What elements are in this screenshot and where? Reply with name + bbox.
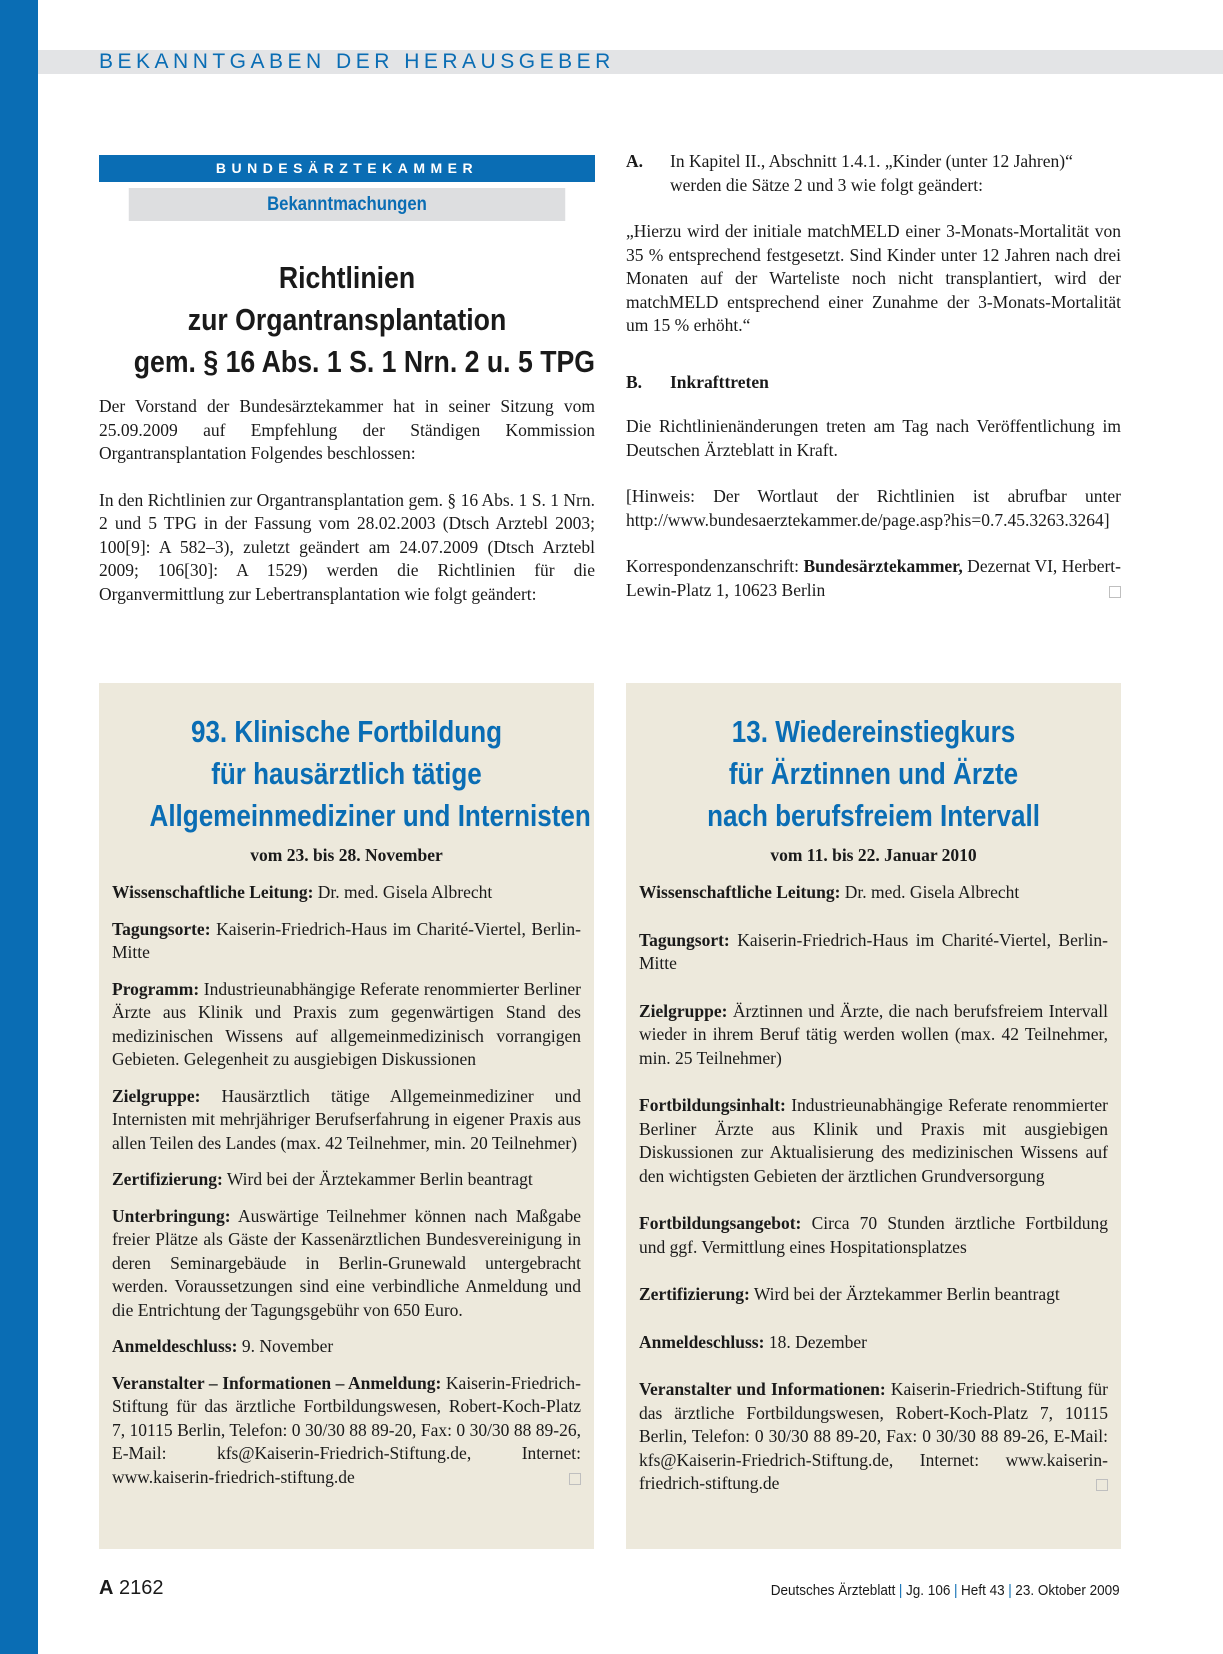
unterbringung-label: Unterbringung: (112, 1205, 231, 1226)
end-mark-icon (1096, 1479, 1108, 1491)
veranstalter (639, 1378, 1108, 1496)
zielgruppe-value: Hausärztlich tätige Allgemeinmediziner und Internisten mit mehrjähriger Berufserfahrung in eigener Praxis aus allen Teilen des Landes (max. 42 Teilnehmer, min. 20 Teilnehmer) (112, 1085, 581, 1153)
unterbringung-value: Auswärtige Teilnehmer können nach Maßgabe freier Plätze als Gäste der Kassenärztlichen Bundesvereinigung in deren Seminargebäude in Berlin-Grunewald untergebracht werden. Voraussetzungen sind eine verbindliche Anmeldung und die Entrichtung der Tagungsgebühr von 650 Euro. (112, 1205, 581, 1320)
tagungsorte-label: Tagungsorte: (112, 918, 211, 939)
footer-separator: | (954, 1582, 958, 1599)
fortbildungsangebot (639, 1212, 1108, 1259)
fortbildungsangebot-label: Fortbildungsangebot: (639, 1213, 802, 1233)
anmeldeschluss-value: 18. Dezember (764, 1331, 867, 1352)
fortbildungsinhalt-label: Fortbildungsinhalt: (639, 1095, 786, 1115)
box-title-line: 93. Klinische Fortbildung (190, 714, 503, 749)
anmeldeschluss (639, 1331, 1108, 1355)
correspondence-label: Korrespondenzanschrift: (626, 556, 799, 576)
journal-footer (771, 1582, 1120, 1599)
zielgruppe-value: Ärztinnen und Ärzte, die nach berufsfreiem Intervall wieder in ihrem Beruf tätig werden wollen (max. 42 Teilnehmer, min. 25 Teilnehmer) (639, 1000, 1108, 1068)
programm-value: Industrieunabhängige Referate renommierter Berliner Ärzte aus Klinik und Praxis zum gegenwärtigen Stand des medizinischen Wissens auf allgemeinmedizinisch vorrangigen Gebieten. Gelegenheit zu ausgiebigen Diskussionen (112, 978, 581, 1069)
zertifizierung-label: Zertifizierung: (112, 1169, 223, 1189)
correspondence-name: Bundesärztekammer, (803, 556, 963, 576)
programm-label: Programm: (112, 978, 200, 999)
journal-date: 23. Oktober 2009 (1015, 1582, 1120, 1599)
zertifizierung (112, 1168, 581, 1192)
tagungsorte (112, 918, 581, 965)
journal-name: Deutsches Ärzteblatt (771, 1582, 896, 1599)
title-line: Richtlinien (278, 260, 416, 295)
unterbringung (112, 1205, 581, 1323)
veranstalter-value: Kaiserin-Friedrich-Stiftung für das ärztliche Fortbildungswesen, Robert-Koch-Platz 7, 10115 Berlin, Telefon: 0 30/30 88 89-20, Fax: 0 30/30 88 89-26, E-Mail: kfs@Kaiserin-Friedrich-Stiftung.de, Internet: www.kaiserin-friedrich-stiftung.de (112, 1372, 582, 1487)
anmeldeschluss (112, 1335, 581, 1359)
event-box-wiedereinstieg (626, 683, 1121, 1549)
item-a-text: In Kapitel II., Abschnitt 1.4.1. „Kinder (unter 12 Jahren)“ werden die Sätze 2 und 3 wie folgt geändert: (670, 151, 1073, 195)
title-line: zur Organtransplantation (187, 302, 507, 337)
leitung (112, 881, 581, 905)
item-b (626, 371, 1121, 395)
correspondence-paragraph (626, 555, 1121, 602)
programm (112, 978, 581, 1072)
item-a (626, 150, 1121, 197)
zielgruppe-label: Zielgruppe: (639, 1000, 728, 1021)
zielgruppe (112, 1085, 581, 1156)
end-mark-icon (1109, 586, 1121, 598)
journal-volume: Jg. 106 (906, 1582, 951, 1599)
fortbildungsangebot-value: Circa 70 Stunden ärztliche Fortbildung und ggf. Vermittlung eines Hospitationsplatzes (639, 1213, 1108, 1257)
intro-paragraph: Der Vorstand der Bundesärztekammer hat in seiner Sitzung vom 25.09.2009 auf Empfehlung der Ständigen Kommission Organtransplantation Folgendes beschlossen: (99, 396, 595, 463)
box-title-line: Allgemeinmediziner und Internisten (149, 798, 591, 833)
box-title-line: für hausärztlich tätige (211, 756, 482, 791)
leitung-label: Wissenschaftliche Leitung: (112, 882, 314, 902)
right-column (626, 150, 1121, 602)
box-title-line: 13. Wiedereinstiegkurs (731, 714, 1016, 749)
section-bar: Bekanntmachungen (129, 188, 565, 221)
veranstalter-label: Veranstalter – Informationen – Anmeldung: (112, 1372, 442, 1393)
journal-issue: Heft 43 (961, 1582, 1005, 1599)
leitung-value: Dr. med. Gisela Albrecht (840, 882, 1020, 902)
zertifizierung-value: Wird bei der Ärztekammer Berlin beantragt (222, 1169, 533, 1189)
zertifizierung-label: Zertifizierung: (639, 1284, 750, 1304)
hinweis-paragraph: [Hinweis: Der Wortlaut der Richtlinien ist abrufbar unter http://www.bundesaerztekammer.de/page.asp?his=0.7.45.3263.3264] (626, 486, 1121, 530)
anmeldeschluss-label: Anmeldeschluss: (112, 1336, 238, 1356)
leitung-value: Dr. med. Gisela Albrecht (313, 882, 493, 902)
fortbildungsinhalt (639, 1094, 1108, 1188)
page-number (99, 1577, 164, 1600)
anmeldeschluss-label: Anmeldeschluss: (639, 1331, 765, 1352)
tagungsort-label: Tagungsort: (639, 929, 730, 950)
left-column (99, 155, 595, 606)
event-box-fortbildung (99, 683, 594, 1549)
inkraft-paragraph: Die Richtlinienänderungen treten am Tag nach Veröffentlichung im Deutschen Ärzteblatt in Kraft. (626, 416, 1121, 460)
box-title-line: für Ärztinnen und Ärzte (728, 756, 1019, 791)
item-a-label: A. (626, 151, 644, 171)
page-number-value: 2162 (113, 1577, 164, 1599)
amendment-paragraph: In den Richtlinien zur Organtransplantation gem. § 16 Abs. 1 S. 1 Nrn. 2 und 5 TPG in der Fassung vom 28.02.2003 (Dtsch Arztebl 2003; 100[9]: A 582–3), zuletzt geändert am 24.07.2009 (Dtsch Arztebl 2009; 106[30]: A 1529) werden die Richtlinien für die Organvermittlung zur Lebertransplantation wie folgt geändert: (99, 489, 595, 604)
box-date: vom 23. bis 28. November (250, 845, 443, 865)
box-date: vom 11. bis 22. Januar 2010 (770, 845, 977, 865)
end-mark-icon (569, 1473, 581, 1485)
org-bar: BUNDESÄRZTEKAMMER (99, 155, 595, 182)
leitung-label: Wissenschaftliche Leitung: (639, 882, 841, 902)
zertifizierung-value: Wird bei der Ärztekammer Berlin beantragt (749, 1284, 1060, 1304)
left-color-bar (0, 0, 38, 1654)
veranstalter-value: Kaiserin-Friedrich-Stiftung für das ärztliche Fortbildungswesen, Robert-Koch-Platz 7, 10115 Berlin, Telefon: 0 30/30 88 89-20, Fax: 0 30/30 88 89-26, E-Mail: kfs@Kaiserin-Friedrich-Stiftung.de, Internet: www.kaiserin-friedrich-stiftung.de (639, 1379, 1108, 1493)
section-header: BEKANNTGABEN DER HERAUSGEBER (99, 50, 615, 73)
item-b-title: Inkrafttreten (670, 371, 769, 392)
footer-separator: | (899, 1582, 903, 1599)
tagungsorte-value: Kaiserin-Friedrich-Haus im Charité-Viertel, Berlin-Mitte (112, 918, 581, 962)
box-title-line: nach berufsfreiem Intervall (707, 798, 1040, 833)
zielgruppe-label: Zielgruppe: (112, 1085, 201, 1106)
box-title (149, 711, 591, 837)
correspondence-address: Dezernat VI, Herbert-Lewin-Platz 1, 10623 Berlin (626, 556, 1121, 600)
zielgruppe (639, 1000, 1108, 1071)
tagungsort (639, 929, 1108, 976)
veranstalter-label: Veranstalter und Informationen: (639, 1379, 886, 1399)
title-line: gem. § 16 Abs. 1 S. 1 Nrn. 2 u. 5 TPG (133, 344, 596, 379)
quote-paragraph: „Hierzu wird der initiale matchMELD einer 3-Monats-Mortalität von 35 % entsprechend festgesetzt. Sind Kinder unter 12 Jahren nach drei Monaten auf der Warteliste noch nicht transplantiert, wird der matchMELD entsprechend einer Zunahme der 3-Monats-Mortalität um 15 % erhöht.“ (626, 221, 1121, 335)
fortbildungsinhalt-value: Industrieunabhängige Referate renommierter Berliner Ärzte aus Klinik und Praxis mit ausgiebigen Diskussionen zur Aktualisierung des medizinischen Wissens auf den wichtigsten Gebieten der ärztlichen Grundversorgung (639, 1095, 1108, 1186)
leitung (639, 881, 1108, 905)
article-title (133, 257, 596, 383)
veranstalter (112, 1372, 581, 1490)
item-b-label: B. (626, 371, 643, 392)
anmeldeschluss-value: 9. November (237, 1336, 334, 1356)
box-title (677, 711, 1071, 837)
zertifizierung (639, 1283, 1108, 1307)
page-prefix: A (99, 1577, 114, 1599)
tagungsort-value: Kaiserin-Friedrich-Haus im Charité-Viertel, Berlin-Mitte (639, 929, 1108, 973)
footer-separator: | (1008, 1582, 1013, 1599)
